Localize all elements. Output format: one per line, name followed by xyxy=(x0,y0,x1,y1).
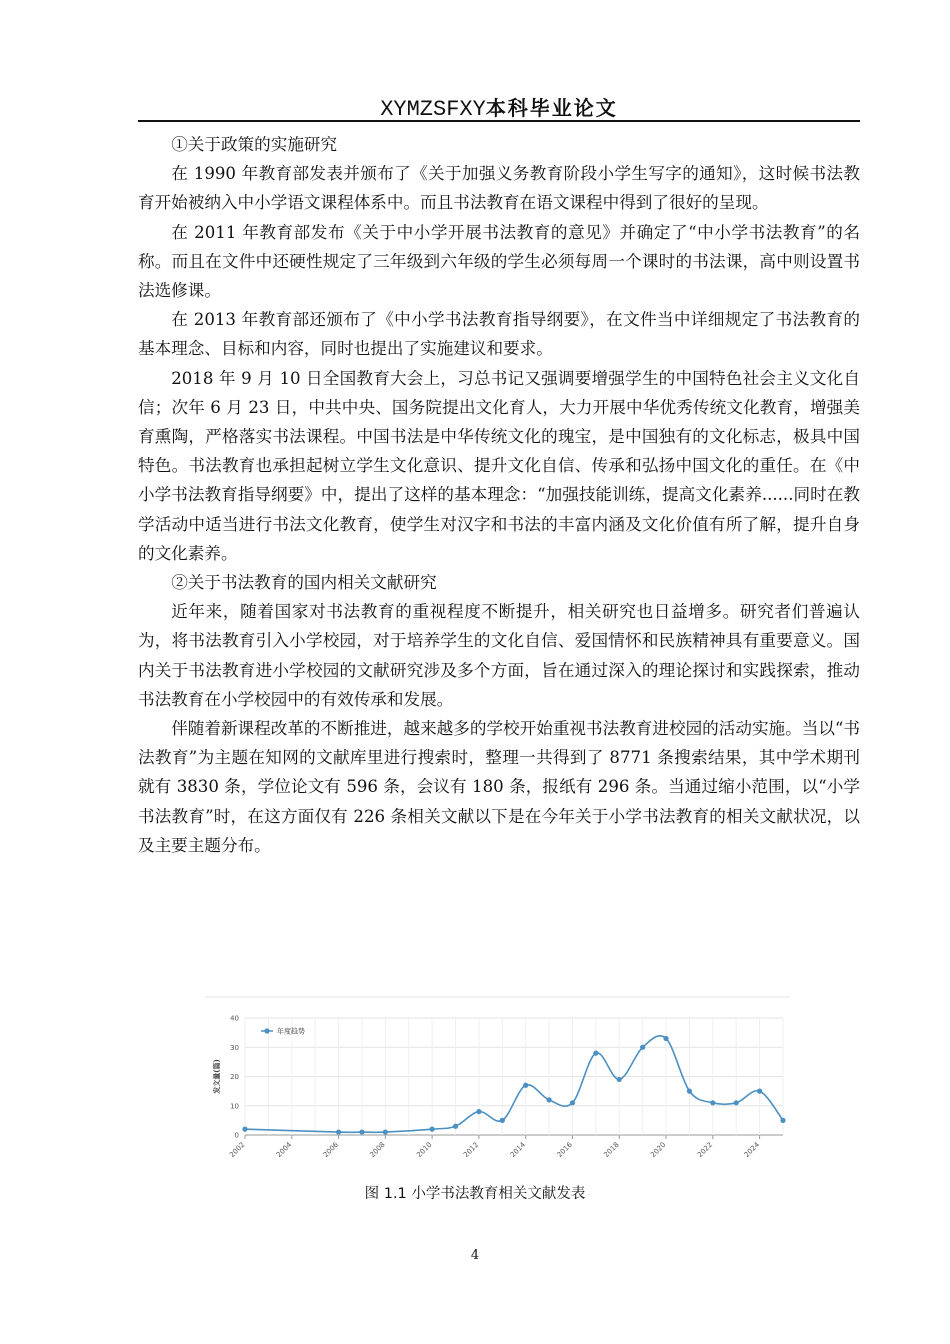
data-point-2010 xyxy=(430,1127,435,1132)
data-point-2002 xyxy=(242,1127,247,1132)
y-tick-label: 20 xyxy=(230,1073,239,1081)
trend-chart xyxy=(205,996,790,1168)
data-point-2007 xyxy=(359,1129,364,1134)
x-tick-label: 2018 xyxy=(602,1140,621,1160)
y-tick-label: 30 xyxy=(230,1043,239,1052)
series-line xyxy=(245,1036,783,1132)
paragraph: 在 1990 年教育部发表并颁布了《关于加强义务教育阶段小学生写字的通知》，这时候书法教育开始被纳入中小学语文课程体系中。而且书法教育在语文课程中得到了很好的呈现。 xyxy=(138,164,860,213)
x-tick-label: 2004 xyxy=(274,1140,294,1160)
data-point-2016 xyxy=(570,1100,575,1105)
legend-marker xyxy=(264,1028,269,1033)
data-point-2021 xyxy=(687,1089,692,1094)
data-point-2014 xyxy=(523,1083,528,1088)
data-point-2012 xyxy=(476,1109,481,1114)
data-point-2023 xyxy=(734,1100,739,1105)
x-tick-label: 2012 xyxy=(462,1140,481,1160)
data-point-2008 xyxy=(383,1129,388,1134)
paragraph: 伴随着新课程改革的不断推进，越来越多的学校开始重视书法教育进校园的活动实施。当以“书法教育”为主题在知网的文献库里进行搜索时，整理一共得到了 8771 条搜索结果，其中学术期刊就有 3830 条，学位论文有 596 条，会议有 180 条，报纸有 296 条。当通过缩小范围，以“小学书法教育”时，在这方面仅有 226 条相关文献以下是在今年关于小学书法教育的相关文献状况，以及主要主题分布。 xyxy=(138,719,861,855)
x-tick-label: 2020 xyxy=(649,1140,668,1160)
section-heading: ②关于书法教育的国内相关文献研究 xyxy=(171,573,437,593)
x-tick-label: 2002 xyxy=(228,1140,247,1160)
data-point-2015 xyxy=(546,1097,551,1102)
legend-label: 年度趋势 xyxy=(277,1027,305,1036)
y-axis-label: 发文量(篇) xyxy=(213,1059,221,1094)
data-point-2020 xyxy=(663,1036,668,1041)
figure-caption: 图 1.1 小学书法教育相关文献发表 xyxy=(364,1186,586,1202)
data-point-2025 xyxy=(780,1118,785,1123)
x-tick-label: 2006 xyxy=(321,1140,340,1160)
x-tick-label: 2010 xyxy=(415,1140,434,1160)
paragraph: 近年来，随着国家对书法教育的重视程度不断提升，相关研究也日益增多。研究者们普遍认为，将书法教育引入小学校园，对于培养学生的文化自信、爱国情怀和民族精神具有重要意义。国内关于书法教育进小学校园的文献研究涉及多个方面，旨在通过深入的理论探讨和实践探索，推动书法教育在小学校园中的有效传承和发展。 xyxy=(138,602,860,709)
page-header xyxy=(138,92,860,122)
paragraph: 2018 年 9 月 10 日全国教育大会上，习总书记又强调要增强学生的中国特色社会主义文化自信；次年 6 月 23 日，中共中央、国务院提出文化育人，大力开展中华优秀传统文化教育，增强美育熏陶，严格落实书法课程。中国书法是中华传统文化的瑰宝，是中国独有的文化标志，极具中国特色。书法教育也承担起树立学生文化意识、提升文化自信、传承和弘扬中国文化的重任。在《中小学书法教育指导纲要》中，提出了这样的基本理念：“加强技能训练，提高文化素养......同时在教学活动中适当进行书法文化教育，使学生对汉字和书法的丰富内涵及文化价值有所了解，提升自身的文化素养。 xyxy=(138,368,860,563)
header-code: XYMZSFXY xyxy=(380,97,486,122)
data-point-2011 xyxy=(453,1124,458,1129)
data-point-2024 xyxy=(757,1089,762,1094)
x-tick-label: 2024 xyxy=(742,1140,762,1160)
x-tick-label: 2008 xyxy=(368,1140,387,1160)
page-number: 4 xyxy=(470,1248,480,1263)
x-tick-label: 2022 xyxy=(695,1140,715,1160)
header-title: 本科毕业论文 xyxy=(485,96,618,120)
trend-chart-svg xyxy=(205,996,790,1168)
x-tick-label: 2016 xyxy=(555,1140,574,1160)
body-text xyxy=(138,130,860,860)
paragraph: 在 2011 年教育部发布《关于中小学开展书法教育的意见》并确定了“中小学书法教育”的名称。而且在文件中还硬性规定了三年级到六年级的学生必须每周一个课时的书法课，高中则设置书法选修课。 xyxy=(138,222,860,301)
x-tick-label: 2014 xyxy=(508,1140,528,1160)
data-point-2013 xyxy=(500,1118,505,1123)
data-point-2022 xyxy=(710,1100,715,1105)
section-heading: ①关于政策的实施研究 xyxy=(171,135,338,154)
data-point-2018 xyxy=(617,1077,622,1082)
y-tick-label: 40 xyxy=(230,1014,239,1023)
data-point-2019 xyxy=(640,1045,645,1050)
data-point-2017 xyxy=(593,1051,598,1056)
data-point-2006 xyxy=(336,1129,341,1134)
y-tick-label: 0 xyxy=(234,1131,239,1140)
paragraph: 在 2013 年教育部还颁布了《中小学书法教育指导纲要》，在文件当中详细规定了书法教育的基本理念、目标和内容，同时也提出了实施建议和要求。 xyxy=(138,310,860,359)
y-tick-label: 10 xyxy=(230,1102,239,1111)
